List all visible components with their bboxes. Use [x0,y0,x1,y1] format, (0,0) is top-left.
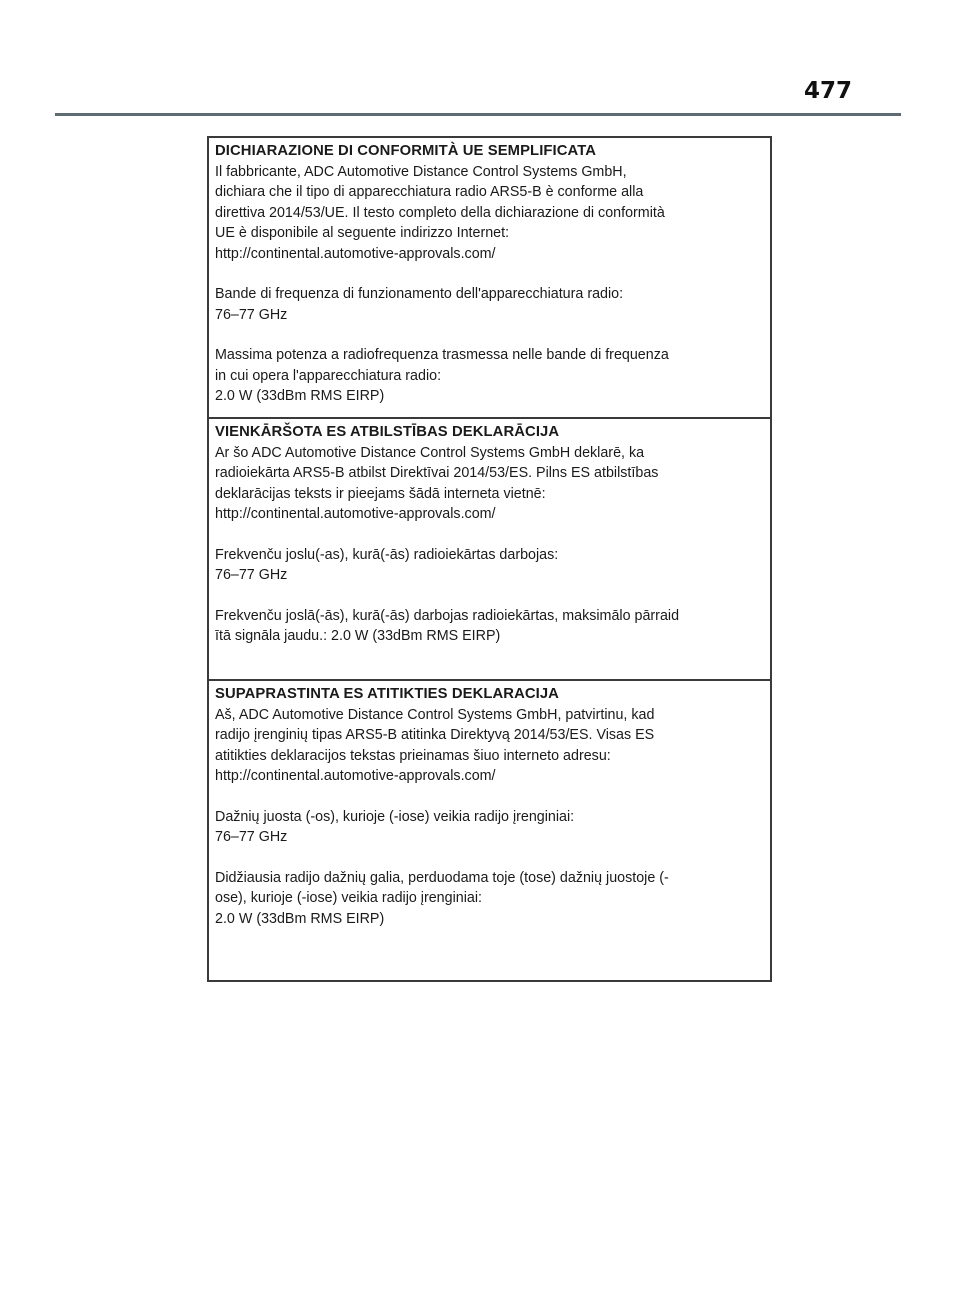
url-text: http://continental.automotive-approvals.com/ [215,245,496,262]
intro-line: Aš, ADC Automotive Distance Control Systems GmbH, patvirtinu, kad [215,706,655,723]
frequency-value: 76–77 GHz [215,567,288,583]
intro-line: radijo įrenginių tipas ARS5-B atitinka Direktyvą 2014/53/ES. Visas ES [215,727,655,743]
declaration-box [207,136,772,982]
intro-line: deklarācijas teksts ir pieejams šādā interneta vietnē: [215,485,546,502]
frequency-label: Dažnių juosta (-os), kurioje (-iose) veikia radijo įrenginiai: [215,808,575,825]
section-title: SUPAPRASTINTA ES ATITIKTIES DEKLARACIJA [215,686,559,702]
section-lithuanian [209,681,770,984]
power-line: Massima potenza a radiofrequenza trasmessa nelle bande di frequenza [215,347,669,363]
frequency-value: 76–77 GHz [215,829,288,845]
section-title: DICHIARAZIONE DI CONFORMITÀ UE SEMPLIFICATA [215,143,597,159]
power-value: 2.0 W (33dBm RMS EIRP) [215,910,385,927]
intro-line: direttiva 2014/53/UE. Il testo completo della dichiarazione di conformità [215,204,665,221]
page-number: 477 [803,78,852,104]
header-divider [55,113,901,116]
url-text: http://continental.automotive-approvals.com/ [215,768,496,784]
intro-line: atitikties deklaracijos tekstas prieinamas šiuo interneto adresu: [215,747,611,764]
power-line: Didžiausia radijo dažnių galia, perduodama toje (tose) dažnių juostoje (- [215,869,669,886]
frequency-value: 76–77 GHz [215,306,288,323]
intro-line: dichiara che il tipo di apparecchiatura radio ARS5-B è conforme alla [215,184,644,200]
frequency-label: Frekvenču joslu(-as), kurā(-ās) radioiekārtas darbojas: [215,546,559,563]
intro-line: Il fabbricante, ADC Automotive Distance Control Systems GmbH, [215,163,627,180]
power-value: 2.0 W (33dBm RMS EIRP) [215,388,385,404]
frequency-label: Bande di frequenza di funzionamento dell'apparecchiatura radio: [215,286,624,302]
power-line: ose), kurioje (-iose) veikia radijo įrenginiai: [215,890,482,906]
section-italian [209,138,770,419]
section-title: VIENKĀRŠOTA ES ATBILSTĪBAS DEKLARĀCIJA [215,424,560,440]
intro-line: radioiekārta ARS5-B atbilst Direktīvai 2014/53/ES. Pilns ES atbilstības [215,465,659,481]
intro-line: Ar šo ADC Automotive Distance Control Systems GmbH deklarē, ka [215,444,645,461]
power-line: ītā signāla jaudu.: 2.0 W (33dBm RMS EIRP) [215,628,501,644]
power-line: Frekvenču joslā(-ās), kurā(-ās) darbojas radioiekārtas, maksimālo pārraid [215,607,680,624]
url-text: http://continental.automotive-approvals.com/ [215,506,496,522]
section-latvian [209,419,770,681]
intro-line: UE è disponibile al seguente indirizzo Internet: [215,225,510,241]
power-line: in cui opera l'apparecchiatura radio: [215,367,442,384]
